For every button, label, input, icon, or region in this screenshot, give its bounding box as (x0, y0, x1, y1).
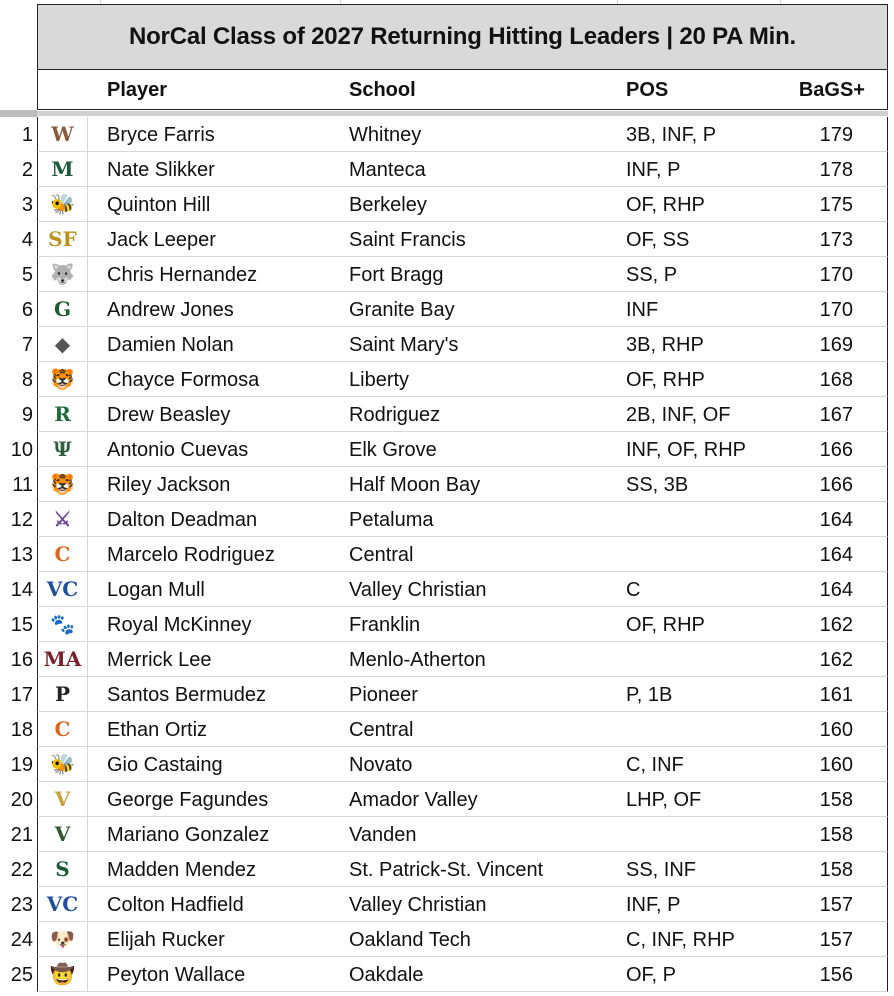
row-cells[interactable] (88, 362, 888, 397)
bags-plus: 161 (819, 684, 853, 706)
bags-plus: 158 (819, 789, 853, 811)
table-row[interactable] (0, 782, 894, 817)
player-name: George Fagundes (107, 789, 269, 811)
table-title: NorCal Class of 2027 Returning Hitting Leaders | 20 PA Min. (37, 4, 888, 70)
school-name: Whitney (349, 124, 422, 146)
logo-cell[interactable] (37, 607, 88, 642)
frozen-row-divider[interactable] (0, 110, 37, 117)
hornet-logo-icon: 🐝 (50, 752, 75, 776)
manteca-logo-icon: M (51, 157, 74, 181)
bags-plus: 167 (819, 404, 853, 426)
logo-cell[interactable] (37, 257, 88, 292)
position: P, 1B (626, 684, 673, 706)
bags-plus: 170 (819, 264, 853, 286)
school-name: Amador Valley (349, 789, 478, 811)
bags-plus: 164 (819, 544, 853, 566)
player-name: Santos Bermudez (107, 684, 266, 706)
position: SS, INF (626, 859, 697, 881)
table-row[interactable] (0, 187, 894, 222)
table-row[interactable] (0, 397, 894, 432)
table-row[interactable] (0, 117, 894, 152)
row-number[interactable]: 4 (21, 229, 33, 251)
table-row[interactable] (0, 887, 894, 922)
row-number[interactable]: 15 (10, 614, 33, 636)
amador-valley-logo-icon: V (54, 787, 71, 811)
position: OF, RHP (626, 614, 705, 636)
bags-plus: 173 (819, 229, 853, 251)
position: OF, RHP (626, 194, 705, 216)
logo-cell[interactable] (37, 887, 88, 922)
rodriguez-logo-icon: R (54, 402, 71, 426)
position: SS, 3B (626, 474, 689, 496)
row-cells[interactable] (88, 397, 888, 432)
logo-cell[interactable] (37, 502, 88, 537)
bags-plus: 164 (819, 509, 853, 531)
row-cells[interactable] (88, 852, 888, 887)
table-row[interactable] (0, 292, 894, 327)
table-row[interactable] (0, 852, 894, 887)
logo-cell[interactable] (37, 922, 88, 957)
position: LHP, OF (626, 789, 702, 811)
row-cells[interactable] (88, 957, 888, 992)
table-row[interactable] (0, 957, 894, 992)
player-name: Bryce Farris (107, 124, 215, 146)
player-name: Andrew Jones (107, 299, 234, 321)
player-name: Chayce Formosa (107, 369, 260, 391)
table-row[interactable] (0, 817, 894, 852)
bags-plus: 160 (819, 754, 853, 776)
header-bags: BaGS+ (798, 79, 865, 101)
player-name: Riley Jackson (107, 474, 231, 496)
row-number[interactable]: 17 (10, 684, 33, 706)
row-cells[interactable] (88, 152, 888, 187)
player-name: Chris Hernandez (107, 264, 258, 286)
position: 3B, INF, P (626, 124, 717, 146)
school-name: Fort Bragg (349, 264, 444, 286)
row-number[interactable]: 19 (10, 754, 33, 776)
logo-cell[interactable] (37, 467, 88, 502)
bags-plus: 175 (819, 194, 853, 216)
player-name: Antonio Cuevas (107, 439, 249, 461)
table-row[interactable] (0, 432, 894, 467)
franklin-logo-icon: 🐾 (50, 612, 75, 636)
row-cells[interactable] (88, 257, 888, 292)
position: OF, P (626, 964, 677, 986)
leaders-table (0, 117, 894, 992)
row-cells[interactable] (88, 222, 888, 257)
school-name: Liberty (349, 369, 410, 391)
row-cells[interactable] (88, 782, 888, 817)
player-name: Jack Leeper (107, 229, 216, 251)
table-row[interactable] (0, 327, 894, 362)
school-name: Franklin (349, 614, 421, 636)
school-name: Berkeley (349, 194, 427, 216)
row-number[interactable]: 9 (21, 404, 33, 426)
logo-cell[interactable] (37, 537, 88, 572)
logo-cell[interactable] (37, 397, 88, 432)
row-cells[interactable] (88, 117, 888, 152)
player-name: Madden Mendez (107, 859, 256, 881)
row-number[interactable]: 21 (10, 824, 33, 846)
school-name: Elk Grove (349, 439, 437, 461)
row-cells[interactable] (88, 467, 888, 502)
bags-plus: 157 (819, 894, 853, 916)
valley-christian-logo-icon: VC (46, 892, 79, 916)
logo-cell[interactable] (37, 222, 88, 257)
school-name: Valley Christian (349, 894, 487, 916)
row-cells[interactable] (88, 922, 888, 957)
bags-plus: 166 (819, 474, 853, 496)
yellowjacket-logo-icon: 🐝 (50, 192, 75, 216)
bags-plus: 158 (819, 859, 853, 881)
row-cells[interactable] (88, 537, 888, 572)
player-name: Marcelo Rodriguez (107, 544, 275, 566)
school-name: Petaluma (349, 509, 434, 531)
school-name: Central (349, 544, 414, 566)
position: SS, P (626, 264, 678, 286)
player-name: Dalton Deadman (107, 509, 258, 531)
position: 3B, RHP (626, 334, 704, 356)
position: C, INF (626, 754, 684, 776)
table-row[interactable] (0, 572, 894, 607)
position: INF, P (626, 159, 681, 181)
player-name: Quinton Hill (107, 194, 211, 216)
table-row[interactable] (0, 747, 894, 782)
school-name: Oakland Tech (349, 929, 471, 951)
menlo-atherton-logo-icon: MA (43, 647, 82, 671)
row-cells[interactable] (88, 642, 888, 677)
school-name: Valley Christian (349, 579, 487, 601)
row-number[interactable]: 5 (21, 264, 33, 286)
logo-cell[interactable] (37, 747, 88, 782)
row-number[interactable]: 25 (10, 964, 33, 986)
logo-cell[interactable] (37, 712, 88, 747)
row-cells[interactable] (88, 677, 888, 712)
row-number[interactable]: 23 (10, 894, 33, 916)
school-name: Novato (349, 754, 413, 776)
row-cells[interactable] (88, 292, 888, 327)
position: 2B, INF, OF (626, 404, 731, 426)
shield-logo-icon: ◆ (54, 332, 71, 356)
row-number[interactable]: 14 (10, 579, 33, 601)
wolf-logo-icon: 🐺 (50, 262, 75, 286)
bags-plus: 169 (819, 334, 853, 356)
row-cells[interactable] (88, 607, 888, 642)
row-number[interactable]: 2 (21, 159, 33, 181)
row-number[interactable]: 20 (10, 789, 33, 811)
position: INF (626, 299, 659, 321)
logo-cell[interactable] (37, 677, 88, 712)
school-name: Menlo-Atherton (349, 649, 486, 671)
bags-plus: 164 (819, 579, 853, 601)
row-cells[interactable] (88, 187, 888, 222)
logo-cell[interactable] (37, 292, 88, 327)
player-name: Logan Mull (107, 579, 205, 601)
header-row (37, 70, 888, 110)
position: OF, RHP (626, 369, 705, 391)
bags-plus: 170 (819, 299, 853, 321)
player-name: Elijah Rucker (107, 929, 225, 951)
logo-cell[interactable] (37, 152, 88, 187)
player-name: Colton Hadfield (107, 894, 244, 916)
row-number[interactable]: 22 (10, 859, 33, 881)
bulldog-logo-icon: 🐶 (50, 927, 75, 951)
bags-plus: 157 (819, 929, 853, 951)
player-name: Drew Beasley (107, 404, 231, 426)
school-name: Saint Mary's (349, 334, 459, 356)
table-row[interactable] (0, 502, 894, 537)
logo-cell[interactable] (37, 432, 88, 467)
player-name: Damien Nolan (107, 334, 234, 356)
granite-bay-logo-icon: G (53, 297, 72, 321)
position: OF, SS (626, 229, 690, 251)
elk-logo-icon: Ψ (53, 437, 72, 461)
header-pos: POS (626, 79, 669, 101)
logo-cell[interactable] (37, 572, 88, 607)
position: C, INF, RHP (626, 929, 735, 951)
row-cells[interactable] (88, 572, 888, 607)
position: INF, P (626, 894, 681, 916)
bags-plus: 178 (819, 159, 853, 181)
row-number[interactable]: 8 (21, 369, 33, 391)
row-number[interactable]: 3 (21, 194, 33, 216)
row-number[interactable]: 11 (12, 474, 33, 496)
logo-cell[interactable] (37, 117, 88, 152)
row-cells[interactable] (88, 887, 888, 922)
logo-cell[interactable] (37, 327, 88, 362)
school-name: Central (349, 719, 414, 741)
saint-francis-logo-icon: SF (48, 227, 77, 251)
trojan-logo-icon: ⚔ (53, 507, 72, 531)
row-cells[interactable] (88, 747, 888, 782)
pioneer-logo-icon: P (54, 682, 71, 706)
school-name: Rodriguez (349, 404, 441, 426)
player-name: Merrick Lee (107, 649, 212, 671)
table-row[interactable] (0, 712, 894, 747)
central-logo-icon: C (54, 717, 71, 741)
bags-plus: 160 (819, 719, 853, 741)
school-name: Oakdale (349, 964, 424, 986)
table-row[interactable] (0, 467, 894, 502)
school-name: Manteca (349, 159, 426, 181)
player-name: Royal McKinney (107, 614, 252, 636)
table-row[interactable] (0, 152, 894, 187)
cougar-logo-icon: 🐯 (50, 472, 75, 496)
player-name: Mariano Gonzalez (107, 824, 270, 846)
tiger-logo-icon: 🐯 (50, 367, 75, 391)
school-name: Granite Bay (349, 299, 455, 321)
vanden-logo-icon: V (54, 822, 71, 846)
player-name: Nate Slikker (107, 159, 215, 181)
row-number[interactable]: 13 (10, 544, 33, 566)
row-number[interactable]: 7 (21, 334, 33, 356)
central-logo-icon: C (54, 542, 71, 566)
position: C (626, 579, 641, 601)
player-name: Peyton Wallace (107, 964, 246, 986)
bags-plus: 158 (819, 824, 853, 846)
logo-cell[interactable] (37, 957, 88, 992)
player-name: Gio Castaing (107, 754, 223, 776)
header-player: Player (107, 79, 168, 101)
row-number[interactable]: 16 (10, 649, 33, 671)
row-number[interactable]: 12 (10, 509, 33, 531)
st-patrick-logo-icon: S (55, 857, 70, 881)
school-name: St. Patrick-St. Vincent (349, 859, 544, 881)
bags-plus: 162 (819, 649, 853, 671)
row-number[interactable]: 1 (21, 124, 33, 146)
school-name: Pioneer (349, 684, 418, 706)
logo-cell[interactable] (37, 852, 88, 887)
school-name: Saint Francis (349, 229, 466, 251)
bags-plus: 156 (819, 964, 853, 986)
row-number[interactable]: 18 (10, 719, 33, 741)
table-row[interactable] (0, 222, 894, 257)
table-row[interactable] (0, 257, 894, 292)
bags-plus: 162 (819, 614, 853, 636)
row-cells[interactable] (88, 817, 888, 852)
row-cells[interactable] (88, 432, 888, 467)
logo-cell[interactable] (37, 362, 88, 397)
row-number[interactable]: 6 (21, 299, 33, 321)
table-row[interactable] (0, 922, 894, 957)
table-row[interactable] (0, 677, 894, 712)
header-school: School (349, 79, 416, 101)
row-number[interactable]: 24 (10, 929, 33, 951)
frozen-row-shadow (37, 111, 888, 116)
row-number[interactable]: 10 (10, 439, 33, 461)
logo-cell[interactable] (37, 817, 88, 852)
position: INF, OF, RHP (626, 439, 747, 461)
logo-cell[interactable] (37, 187, 88, 222)
mustang-logo-icon: 🤠 (50, 962, 75, 986)
school-name: Vanden (349, 824, 417, 846)
valley-christian-logo-icon: VC (46, 577, 79, 601)
bags-plus: 166 (819, 439, 853, 461)
row-cells[interactable] (88, 502, 888, 537)
logo-cell[interactable] (37, 642, 88, 677)
school-name: Half Moon Bay (349, 474, 481, 496)
table-row[interactable] (0, 642, 894, 677)
row-cells[interactable] (88, 712, 888, 747)
row-cells[interactable] (88, 327, 888, 362)
whitney-logo-icon: W (51, 122, 74, 146)
bags-plus: 168 (819, 369, 853, 391)
table-row[interactable] (0, 362, 894, 397)
table-row[interactable] (0, 537, 894, 572)
bags-plus: 179 (819, 124, 853, 146)
player-name: Ethan Ortiz (107, 719, 208, 741)
table-row[interactable] (0, 607, 894, 642)
logo-cell[interactable] (37, 782, 88, 817)
